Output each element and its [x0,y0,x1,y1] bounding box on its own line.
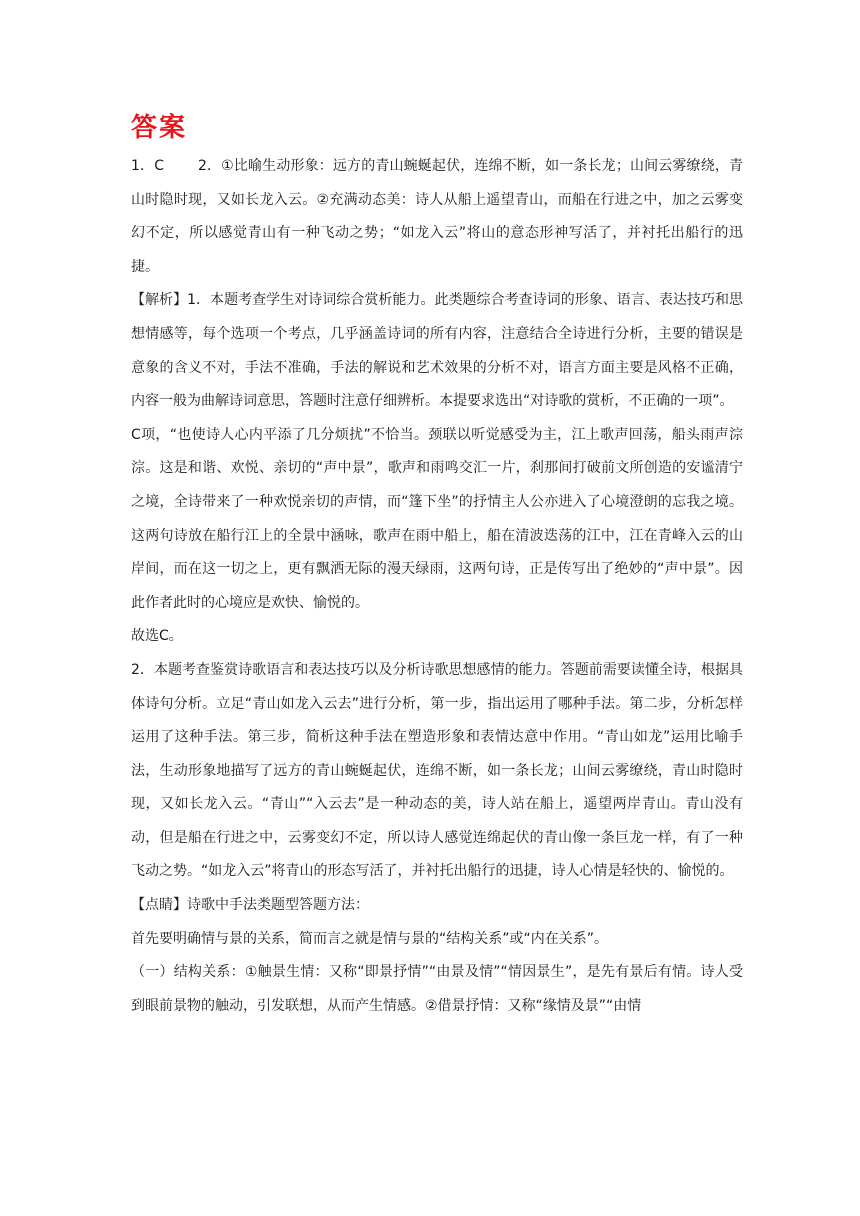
analysis-q2: 2．本题考查鉴赏诗歌语言和表达技巧以及分析诗歌思想感情的能力。答题前需要读懂全诗，根据具体诗句分析。立足“青山如龙入云去”进行分析，第一步，指出运用了哪种手法。第二步，分析怎样运用了这种手法。第三步，简析这种手法在塑造形象和表情达意中作用。“青山如龙”运用比喻手法，生动形象地描写了远方的青山蜿蜒起伏，连绵不断，如一条长龙；山间云雾缭绕，青山时隐时现，又如长龙入云。“青山”“入云去”是一种动态的美，诗人站在船上，遥望两岸青山。青山没有动，但是船在行进之中，云雾变幻不定，所以诗人感觉连绵起伏的青山像一条巨龙一样，有了一种飞动之势。“如龙入云”将青山的形态写活了，并衬托出船行的迅捷，诗人心情是轻快的、愉悦的。 [131,661,743,880]
tips-paragraph-1: 首先要明确情与景的关系，简而言之就是情与景的“结构关系”或“内在关系”。 [131,930,609,947]
answer-q1: 1．C [131,158,164,174]
answer-line [131,150,743,284]
tips-heading: 【点睛】诗歌中手法类题型答题方法： [131,897,369,914]
document-page [131,110,743,1023]
analysis-option-c: C项，“也使诗人心内平添了几分烦扰”不恰当。颈联以听觉感受为主，江上歌声回荡，船头雨声淙淙。这是和谐、欢悦、亲切的“声中景”，歌声和雨鸣交汇一片，刹那间打破前文所创造的安谧清宁之境，全诗带来了一种欢悦亲切的声情，而“篷下坐”的抒情主人公亦进入了心境澄朗的忘我之境。这两句诗放在船行江上的全景中涵咏，歌声在雨中船上，船在清波迭荡的江中，江在青峰入云的山岸间，而在这一切之上，更有飘洒无际的漫天绿雨，这两句诗，正是传写出了绝妙的“声中景”。因此作者此时的心境应是欢快、愉悦的。 [131,426,743,611]
answer-q2: 2．①比喻生动形象：远方的青山蜿蜒起伏，连绵不断，如一条长龙；山间云雾缭绕，青山时隐时现，又如长龙入云。②充满动态美：诗人从船上遥望青山，而船在行进之中，加之云雾变幻不定，所以感觉青山有一种飞动之势；“如龙入云”将山的意态形神写活了，并衬托出船行的迅捷。 [131,158,743,275]
tips-paragraph-2: （一）结构关系：①触景生情：又称“即景抒情”“由景及情”“情因景生”，是先有景后有情。诗人受到眼前景物的触动，引发联想，从而产生情感。②借景抒情：又称“缘情及景”“由情 [131,964,743,1014]
choose-c-line: 故选C。 [131,628,183,645]
answer-title: 答案 [131,113,188,143]
analysis-q1: 【解析】1．本题考查学生对诗词综合赏析能力。此类题综合考查诗词的形象、语言、表达技巧和思想情感等，每个选项一个考点，几乎涵盖诗词的所有内容，注意结合全诗进行分析，主要的错误是意象的含义不对，手法不准确，手法的解说和艺术效果的分析不对，语言方面主要是风格不正确，内容一般为曲解诗词意思，答题时注意仔细辨析。本提要求选出“对诗歌的赏析，不正确的一项”。 [131,292,743,410]
